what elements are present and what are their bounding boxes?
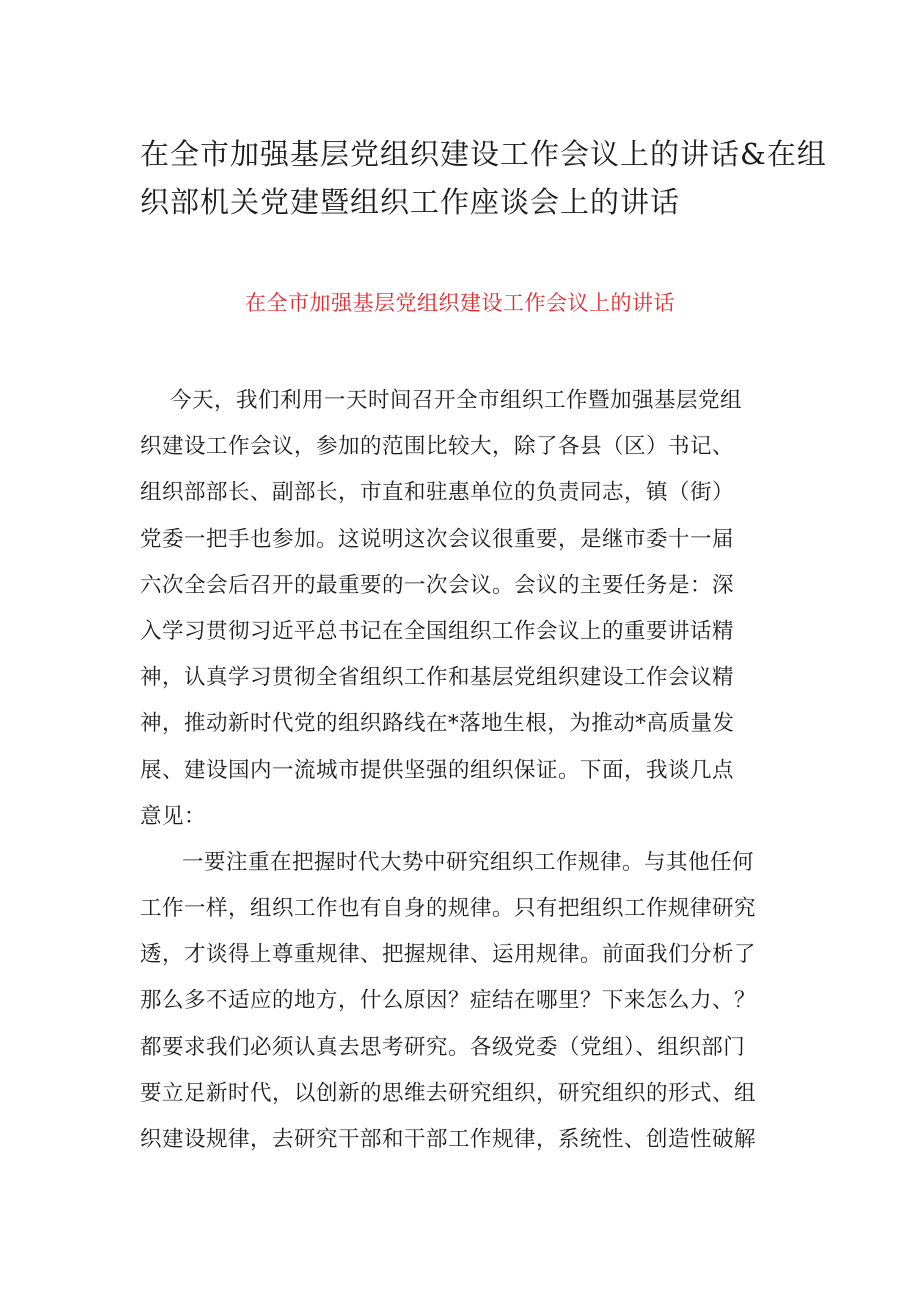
speech-body (140, 378, 800, 1163)
body-line: 神，推动新时代党的组织路线在*落地生根，为推动*高质量发 (140, 711, 735, 737)
body-line: 工作一样，组织工作也有自身的规律。只有把组织工作规律研究 (140, 896, 757, 922)
body-line: 今天，我们利用一天时间召开全市组织工作暨加强基层党组 (170, 388, 743, 413)
body-line: 展、建设国内一流城市提供坚强的组织保证。下面，我谈几点 (140, 757, 735, 783)
body-line: 织建设规律，去研究干部和干部工作规律，系统性、创造性破解 (140, 1127, 757, 1152)
body-line: 一要注重在把握时代大势中研究组织工作规律。与其他任何 (182, 849, 755, 875)
section-title: 在全市加强基层党组织建设工作会议上的讲话 (245, 291, 675, 315)
body-line: 那么多不适应的地方，什么原因？症结在哪里？下来怎么力、？ (140, 988, 757, 1014)
body-line: 六次全会后召开的最重要的一次会议。会议的主要任务是：深 (140, 572, 735, 598)
document-title-line-2: 织部机关党建暨组织工作座谈会上的讲话 (140, 185, 681, 219)
body-line: 织建设工作会议，参加的范围比较大，除了各县（区）书记、 (140, 434, 735, 460)
body-line: 透，才谈得上尊重规律、把握规律、运用规律。前面我们分析了 (140, 942, 757, 968)
body-line: 要立足新时代，以创新的思维去研究组织，研究组织的形式、组 (140, 1080, 757, 1106)
body-line: 神，认真学习贯彻全省组织工作和基层党组织建设工作会议精 (140, 665, 735, 691)
body-line: 意见： (140, 803, 207, 829)
document-title (140, 130, 827, 226)
body-line: 组织部部长、副部长，市直和驻惠单位的负责同志，镇（街） (140, 480, 735, 506)
document-title-line-1: 在全市加强基层党组织建设工作会议上的讲话&在组 (140, 137, 827, 171)
body-line: 都要求我们必须认真去思考研究。各级党委（党组）、组织部门 (140, 1034, 746, 1060)
body-line: 入学习贯彻习近平总书记在全国组织工作会议上的重要讲话精 (140, 618, 735, 644)
body-line: 党委一把手也参加。这说明这次会议很重要，是继市委十一届 (140, 526, 735, 552)
